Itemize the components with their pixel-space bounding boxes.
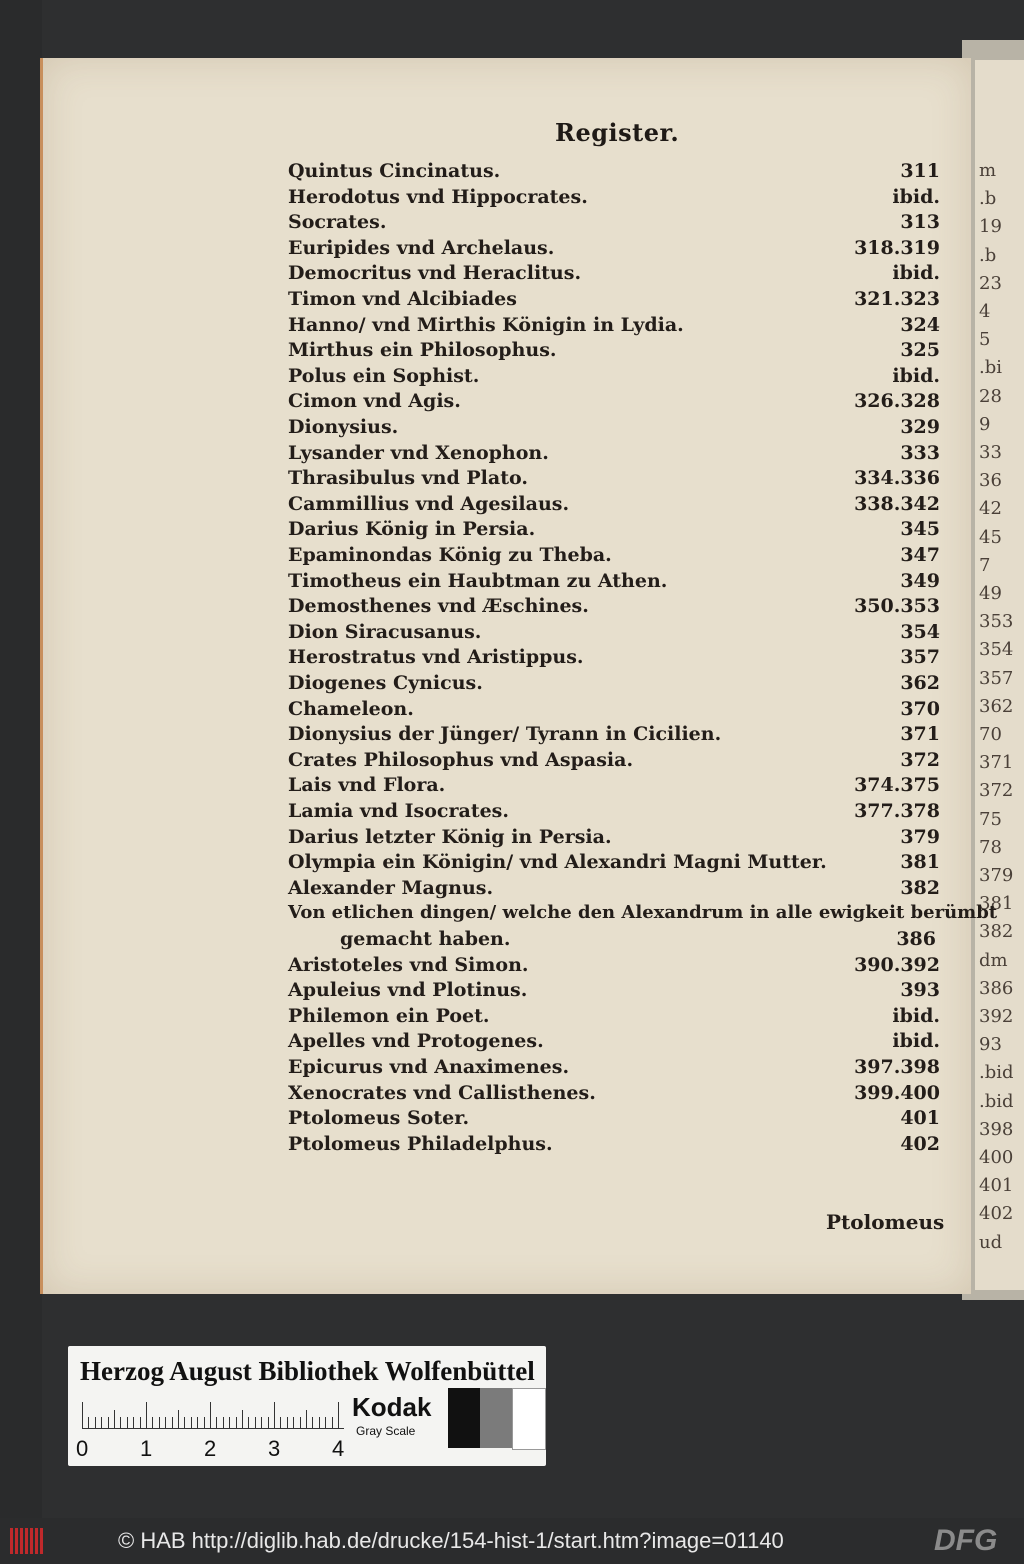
next-page-edge bbox=[975, 60, 1024, 1290]
gray-swatch bbox=[512, 1388, 546, 1450]
background-left bbox=[0, 0, 42, 1564]
register-entry bbox=[288, 849, 940, 875]
next-page-fragment: 93 bbox=[979, 1034, 1002, 1056]
color-calibration-card bbox=[68, 1346, 546, 1466]
ruler-tick bbox=[229, 1417, 230, 1428]
next-page-fragment: 401 bbox=[979, 1175, 1014, 1197]
register-entry bbox=[288, 670, 940, 696]
entry-page: 326.328 bbox=[854, 390, 940, 413]
next-page-fragment: 33 bbox=[979, 442, 1002, 463]
next-page-fragment: 353 bbox=[979, 611, 1014, 633]
ruler bbox=[82, 1400, 344, 1429]
logo-bar bbox=[10, 1528, 13, 1554]
next-page-fragment: 400 bbox=[979, 1147, 1014, 1168]
entry-name: Epicurus vnd Anaximenes. bbox=[288, 1056, 570, 1078]
register-entry bbox=[288, 875, 940, 901]
ruler-tick bbox=[338, 1402, 339, 1428]
register-entry bbox=[288, 824, 940, 850]
ruler-number: 1 bbox=[140, 1436, 153, 1461]
entry-page: 311 bbox=[900, 160, 940, 182]
logo-bar bbox=[25, 1528, 28, 1554]
entry-name: Lais vnd Flora. bbox=[288, 774, 446, 797]
ruler-tick bbox=[306, 1410, 307, 1428]
next-page-fragment: .bid bbox=[979, 1062, 1014, 1084]
entry-page: 349 bbox=[900, 569, 940, 592]
ruler-tick bbox=[133, 1417, 134, 1428]
next-page-fragment: 398 bbox=[979, 1118, 1014, 1140]
entry-name: Democritus vnd Heraclitus. bbox=[288, 262, 582, 285]
footer-bar bbox=[0, 1518, 1024, 1564]
ruler-tick bbox=[191, 1417, 192, 1428]
entry-page: 325 bbox=[900, 339, 940, 362]
catchword: Ptolomeus bbox=[826, 1210, 945, 1234]
next-page-fragment: 354 bbox=[979, 639, 1014, 661]
next-page-fragment: .b bbox=[979, 188, 997, 210]
logo-bar bbox=[20, 1528, 23, 1554]
logo-bar bbox=[40, 1528, 43, 1554]
ruler-tick bbox=[95, 1417, 96, 1428]
next-page-fragment: 7 bbox=[979, 554, 991, 576]
copyright-url[interactable]: © HAB http://diglib.hab.de/drucke/154-hist-1/start.htm?image=01140 bbox=[118, 1528, 784, 1553]
kodak-logo: Kodak bbox=[352, 1392, 432, 1422]
register-entry bbox=[288, 414, 940, 440]
entry-name: Darius letzter König in Persia. bbox=[288, 825, 612, 848]
entry-name: Aristoteles vnd Simon. bbox=[288, 953, 529, 976]
ruler-tick bbox=[88, 1417, 89, 1428]
entry-page: ibid. bbox=[892, 364, 940, 387]
ruler-tick bbox=[332, 1417, 333, 1428]
ruler-tick bbox=[280, 1417, 281, 1428]
ruler-tick bbox=[242, 1410, 243, 1428]
ruler-tick bbox=[287, 1417, 288, 1428]
ruler-tick bbox=[236, 1417, 237, 1428]
entry-name: Lamia vnd Isocrates. bbox=[288, 800, 509, 822]
entry-name: Xenocrates vnd Callisthenes. bbox=[288, 1081, 596, 1104]
entry-page: 321.323 bbox=[854, 288, 940, 310]
entry-name: Demosthenes vnd Æschines. bbox=[288, 595, 589, 618]
ruler-tick bbox=[165, 1417, 166, 1428]
entry-name: Philemon ein Poet. bbox=[288, 1004, 490, 1027]
entry-page: 379 bbox=[900, 825, 940, 848]
ruler-tick bbox=[159, 1417, 160, 1428]
register-entry bbox=[288, 184, 940, 210]
register-entry bbox=[288, 491, 940, 517]
ruler-tick bbox=[300, 1417, 301, 1428]
entry-page: ibid. bbox=[892, 185, 940, 208]
entry-page: 393 bbox=[900, 979, 940, 1002]
register-entry bbox=[288, 593, 940, 619]
register-entry bbox=[288, 1131, 940, 1157]
entry-name: Hanno/ vnd Mirthis Königin in Lydia. bbox=[288, 313, 684, 336]
register-entry bbox=[288, 568, 940, 594]
entry-name: Olympia ein Königin/ vnd Alexandri Magni Mutter. bbox=[288, 851, 827, 874]
next-page-fragment: 386 bbox=[979, 977, 1014, 999]
library-name: Herzog August Bibliothek Wolfenbüttel bbox=[80, 1356, 535, 1386]
gray-swatch bbox=[448, 1388, 480, 1448]
entry-name-continued: gemacht haben. bbox=[340, 928, 511, 951]
ruler-tick bbox=[146, 1402, 147, 1428]
register-entry bbox=[288, 158, 940, 184]
ruler-tick bbox=[127, 1417, 128, 1428]
register-entry bbox=[288, 516, 940, 542]
next-page-fragment: 362 bbox=[979, 695, 1014, 717]
entry-page: 350.353 bbox=[854, 595, 940, 618]
register-entry bbox=[288, 1105, 940, 1131]
next-page-fragment: 382 bbox=[979, 921, 1014, 943]
entry-name: Von etlichen dingen/ welche den Alexandrum in alle ewigkeit berümbt bbox=[288, 902, 998, 924]
next-page-fragment: 75 bbox=[979, 808, 1002, 830]
entry-name: Chameleon. bbox=[288, 697, 414, 720]
next-page-fragment: 379 bbox=[979, 865, 1014, 886]
ruler-tick bbox=[312, 1417, 313, 1428]
entry-name: Dion Siracusanus. bbox=[288, 620, 482, 643]
register-entry bbox=[288, 1080, 940, 1106]
next-page-fragment: 42 bbox=[979, 498, 1002, 520]
entry-name: Crates Philosophus vnd Aspasia. bbox=[288, 748, 634, 771]
next-page-fragment: 402 bbox=[979, 1203, 1014, 1225]
entry-page: 386 bbox=[896, 928, 936, 951]
logo-bar bbox=[35, 1528, 38, 1554]
register-entry bbox=[288, 286, 940, 312]
next-page-fragment: .bi bbox=[979, 357, 1003, 379]
ruler-tick bbox=[274, 1402, 275, 1428]
entry-name: Mirthus ein Philosophus. bbox=[288, 339, 557, 362]
entry-page: 347 bbox=[900, 544, 940, 566]
entry-name: Epaminondas König zu Theba. bbox=[288, 544, 612, 566]
entry-page: 334.336 bbox=[854, 467, 940, 490]
gray-swatch bbox=[480, 1388, 512, 1448]
dfg-logo: DFG bbox=[934, 1524, 998, 1557]
logo-bar bbox=[30, 1528, 33, 1554]
register-entry bbox=[288, 772, 940, 798]
entry-page: 370 bbox=[900, 697, 940, 720]
register-entry bbox=[288, 644, 940, 670]
entry-page: 357 bbox=[900, 646, 940, 669]
register-entry bbox=[288, 465, 940, 491]
register-entry bbox=[288, 696, 940, 722]
entry-name: Euripides vnd Archelaus. bbox=[288, 236, 555, 259]
ruler-tick bbox=[216, 1417, 217, 1428]
entry-page: ibid. bbox=[892, 1030, 940, 1053]
entry-page: 399.400 bbox=[854, 1081, 940, 1104]
entry-page: 390.392 bbox=[854, 953, 940, 976]
register-entry bbox=[288, 619, 940, 645]
ruler-number: 2 bbox=[204, 1436, 217, 1461]
entry-page: 397.398 bbox=[854, 1056, 940, 1078]
entry-page: 345 bbox=[900, 518, 940, 541]
next-page-fragment: ud bbox=[979, 1231, 1003, 1253]
entry-name: Quintus Cincinatus. bbox=[288, 160, 501, 182]
ruler-tick bbox=[184, 1417, 185, 1428]
ruler-tick bbox=[293, 1417, 294, 1428]
entry-name: Cimon vnd Agis. bbox=[288, 390, 461, 413]
register-entry bbox=[288, 209, 940, 235]
next-page-fragment: 19 bbox=[979, 216, 1002, 238]
page-heading: Register. bbox=[555, 118, 680, 147]
next-page-fragment: 392 bbox=[979, 1006, 1014, 1027]
entry-page: 313 bbox=[900, 211, 940, 234]
entry-page: 372 bbox=[900, 748, 940, 771]
ruler-number: 3 bbox=[268, 1436, 281, 1461]
ruler-tick bbox=[114, 1410, 115, 1428]
entry-name: Polus ein Sophist. bbox=[288, 364, 480, 387]
next-page-fragment: 23 bbox=[979, 272, 1002, 294]
gray-scale-label: Gray Scale bbox=[356, 1424, 416, 1438]
entry-name: Herodotus vnd Hippocrates. bbox=[288, 185, 588, 208]
entry-page: 382 bbox=[900, 876, 940, 899]
entry-page: 324 bbox=[900, 313, 940, 336]
register-entry bbox=[288, 798, 940, 824]
entry-page: 381 bbox=[900, 851, 940, 874]
entry-page: 329 bbox=[900, 416, 940, 438]
ruler-tick bbox=[108, 1417, 109, 1428]
next-page-fragment: dm bbox=[979, 949, 1008, 971]
register-entry bbox=[288, 542, 940, 568]
register-entry bbox=[288, 235, 940, 261]
register-entry bbox=[288, 747, 940, 773]
ruler-tick bbox=[152, 1417, 153, 1428]
next-page-fragment: 36 bbox=[979, 470, 1002, 492]
ruler-number: 4 bbox=[332, 1436, 345, 1461]
register-entry bbox=[288, 1054, 940, 1080]
ruler-tick bbox=[223, 1417, 224, 1428]
register-entry bbox=[288, 312, 940, 338]
ruler-tick bbox=[210, 1402, 211, 1428]
next-page-fragment: .b bbox=[979, 244, 997, 266]
ruler-tick bbox=[261, 1417, 262, 1428]
entry-page: 362 bbox=[900, 672, 940, 694]
register-entry bbox=[288, 388, 940, 414]
entry-name: Lysander vnd Xenophon. bbox=[288, 441, 549, 464]
entry-name: Timon vnd Alcibiades bbox=[288, 288, 517, 310]
entry-page: 377.378 bbox=[854, 800, 940, 822]
next-page-fragment: 28 bbox=[979, 385, 1002, 407]
entry-page: ibid. bbox=[892, 1004, 940, 1027]
next-page-fragment: 4 bbox=[979, 301, 991, 322]
entry-name: Diogenes Cynicus. bbox=[288, 672, 483, 694]
entry-page: 371 bbox=[900, 723, 940, 746]
register-entry bbox=[288, 440, 940, 466]
entry-page: 354 bbox=[900, 620, 940, 643]
ruler-tick bbox=[82, 1402, 83, 1428]
next-page-fragment: 371 bbox=[979, 752, 1014, 774]
ruler-number: 0 bbox=[76, 1436, 89, 1461]
next-page-fragment: 45 bbox=[979, 526, 1002, 548]
entry-page: 338.342 bbox=[854, 492, 940, 515]
entry-name: Herostratus vnd Aristippus. bbox=[288, 646, 584, 669]
entry-page: 318.319 bbox=[854, 236, 940, 259]
ruler-tick bbox=[178, 1410, 179, 1428]
entry-page: ibid. bbox=[892, 262, 940, 285]
logo-bar bbox=[15, 1528, 18, 1554]
register-entry bbox=[288, 1028, 940, 1054]
ruler-tick bbox=[319, 1417, 320, 1428]
ruler-tick bbox=[140, 1417, 141, 1428]
register-entry bbox=[288, 260, 940, 286]
register-entry bbox=[288, 721, 940, 747]
next-page-fragment: 70 bbox=[979, 724, 1002, 745]
ruler-tick bbox=[120, 1417, 121, 1428]
next-page-fragment: 49 bbox=[979, 583, 1002, 604]
register-entry bbox=[288, 1003, 940, 1029]
ruler-tick bbox=[172, 1417, 173, 1428]
entry-name: Socrates. bbox=[288, 211, 387, 234]
next-page-fragment: 9 bbox=[979, 413, 991, 435]
next-page-fragment: 78 bbox=[979, 836, 1002, 858]
hab-logo-icon bbox=[10, 1528, 46, 1554]
next-page-fragment: 357 bbox=[979, 667, 1014, 689]
next-page-fragment: m bbox=[979, 160, 997, 181]
next-page-fragment: 381 bbox=[979, 893, 1014, 915]
entry-name: Ptolomeus Soter. bbox=[288, 1107, 470, 1130]
entry-name: Cammillius vnd Agesilaus. bbox=[288, 492, 570, 515]
ruler-tick bbox=[197, 1417, 198, 1428]
register-entry bbox=[288, 952, 940, 978]
entry-name: Thrasibulus vnd Plato. bbox=[288, 467, 528, 490]
ruler-tick bbox=[101, 1417, 102, 1428]
register-entry bbox=[288, 337, 940, 363]
ruler-tick bbox=[204, 1417, 205, 1428]
entry-page: 333 bbox=[900, 441, 940, 464]
ruler-tick bbox=[325, 1417, 326, 1428]
ruler-tick bbox=[268, 1417, 269, 1428]
register-entry bbox=[288, 977, 940, 1003]
next-page-fragment: .bid bbox=[979, 1090, 1014, 1112]
entry-page: 374.375 bbox=[854, 774, 940, 797]
ruler-tick bbox=[255, 1417, 256, 1428]
entry-name: Dionysius der Jünger/ Tyrann in Cicilien. bbox=[288, 723, 722, 746]
next-page-fragment: 372 bbox=[979, 780, 1014, 802]
ruler-tick bbox=[248, 1417, 249, 1428]
entry-page: 402 bbox=[900, 1132, 940, 1155]
entry-page: 401 bbox=[900, 1107, 940, 1130]
entry-name: Alexander Magnus. bbox=[288, 876, 494, 899]
entry-name: Apuleius vnd Plotinus. bbox=[288, 979, 528, 1002]
entry-name: Darius König in Persia. bbox=[288, 518, 536, 541]
entry-name: Dionysius. bbox=[288, 416, 399, 438]
register-entry bbox=[288, 363, 940, 389]
next-page-fragment: 5 bbox=[979, 329, 991, 351]
entry-name: Apelles vnd Protogenes. bbox=[288, 1030, 544, 1053]
entry-name: Ptolomeus Philadelphus. bbox=[288, 1132, 553, 1155]
entry-name: Timotheus ein Haubtman zu Athen. bbox=[288, 569, 668, 592]
